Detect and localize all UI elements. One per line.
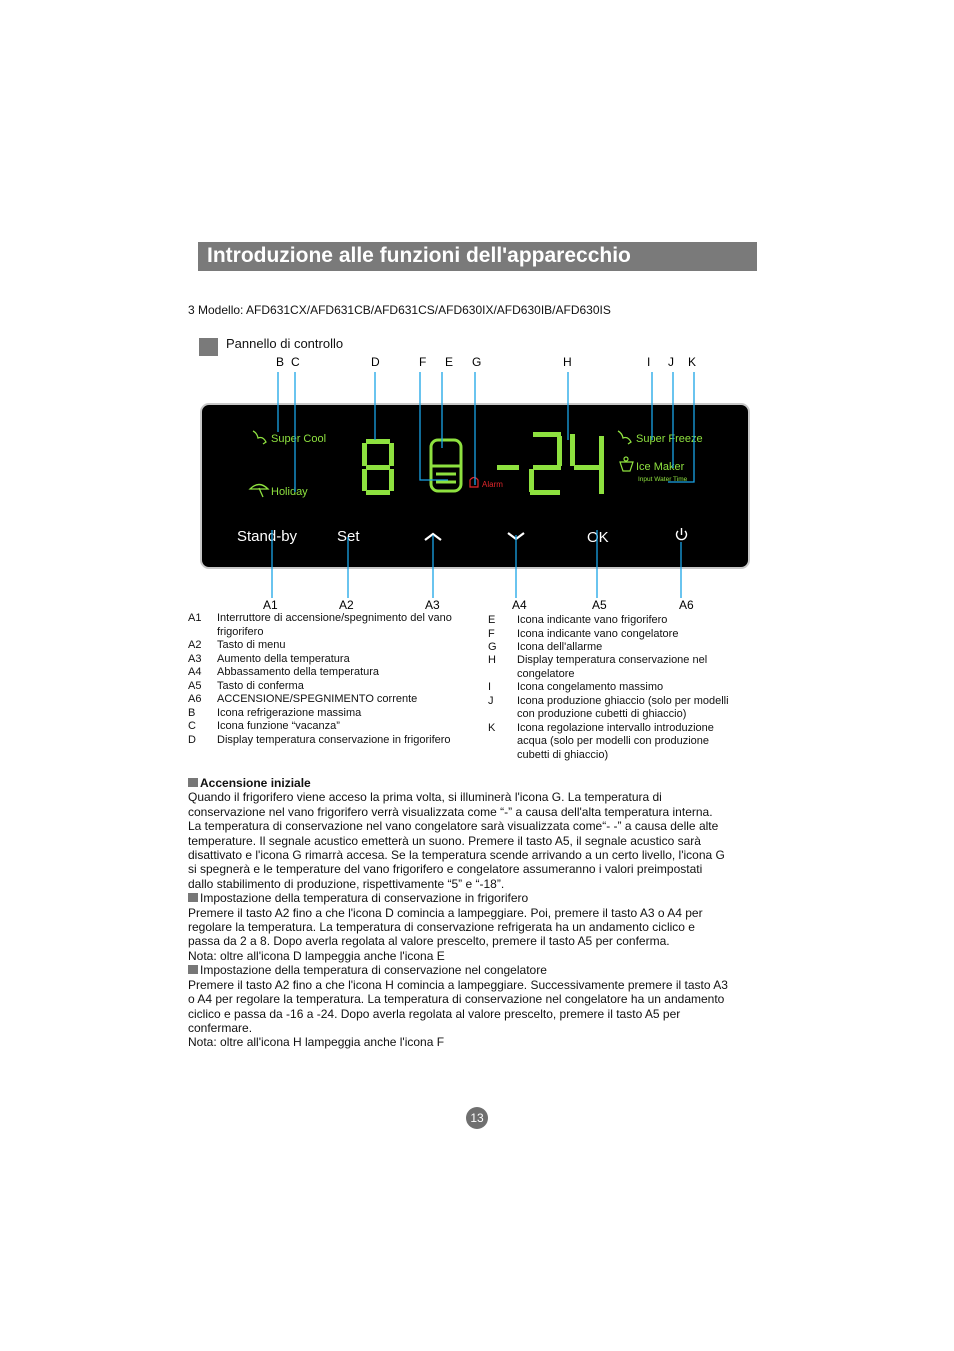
paragraph-line: Nota: oltre all'icona D lampeggia anche l'icona E: [188, 948, 445, 963]
label-a1: A1: [263, 598, 278, 612]
body-text: [188, 776, 768, 1050]
paragraph-line: o A4 per regolare la temperatura. La temperatura di conservazione nel congelatore ha un andamento: [188, 992, 725, 1007]
ice-maker-label: Ice Maker: [636, 461, 685, 473]
paragraph-line: ciclico e passa da -16 a -24. Dopo averla regolata al valore prescelto, premere il tasto A5 per: [188, 1006, 681, 1021]
label-j: J: [668, 355, 674, 369]
paragraph-line: confermare.: [188, 1020, 253, 1035]
label-b: B: [276, 355, 285, 369]
holiday-label: Holiday: [271, 486, 308, 498]
legend-right: E Icona indicante vano frigorifero F Icona indicante vano congelatore G Icona dell'allarme H Display temperatura conservazione nel congelatore I Icona congelamento massimo J Icona produzione ghiaccio (solo per modelli con produzione cubetti di ghiaccio) K Icona regolazione intervallo introduzione acqua (solo per modelli con produzione cubetti di ghiaccio): [488, 614, 729, 761]
paragraph-line: Premere il tasto A2 fino a che l'icona H comincia a lampeggiare. Successivamente premere il tasto A3: [188, 977, 728, 992]
label-e: E: [445, 355, 454, 369]
paragraph-line: disattivato e l'icona G rimarrà accesa. Se la temperatura scende arrivando a un certo livello, l'icona G: [188, 848, 725, 863]
paragraph-line: dallo stabilimento di produzione, rispettivamente “5” e “-18”.: [188, 876, 505, 891]
paragraph-line: temperature. Il segnale acustico emetterà un suono. Premere il tasto A5, il segnale acustico sarà: [188, 833, 701, 848]
set-button[interactable]: Set: [337, 528, 360, 545]
label-f: F: [419, 355, 427, 369]
label-g: G: [472, 355, 482, 369]
label-i: I: [647, 355, 651, 369]
label-d: D: [371, 355, 380, 369]
paragraph-line: Nota: oltre all'icona H lampeggia anche l'icona F: [188, 1035, 445, 1050]
input-water-time-label: Input Water Time: [638, 476, 688, 483]
label-a6: A6: [679, 598, 694, 612]
standby-button[interactable]: Stand-by: [237, 528, 298, 545]
label-a2: A2: [339, 598, 354, 612]
paragraph-line: regolare la temperatura. La temperatura di conservazione refrigerata ha un andamento ciclico e: [188, 920, 695, 935]
page-number: 13: [466, 1107, 488, 1129]
super-freeze-label: Super Freeze: [636, 433, 703, 445]
paragraph-line: passa da 2 a 8. Dopo averla regolata al valore prescelto, premere il tasto A5 per conferma.: [188, 934, 670, 949]
label-a3: A3: [425, 598, 440, 612]
super-cool-label: Super Cool: [271, 433, 327, 445]
heading-accensione: Accensione iniziale: [188, 776, 768, 790]
paragraph-line: Premere il tasto A2 fino a che l'icona D comincia a lampeggiare. Poi, premere il tasto A3 o A4 per: [188, 905, 703, 920]
paragraph-line: Quando il frigorifero viene acceso la prima volta, si illuminerà l'icona G. La temperatura di: [188, 790, 662, 805]
heading-frigorifero: Impostazione della temperatura di conservazione in frigorifero: [188, 891, 768, 905]
paragraph-line: conservazione nel vano frigorifero verrà visualizzata come “-” a causa dell'alta temperatura interna.: [188, 804, 713, 819]
control-panel-diagram: [0, 0, 954, 620]
section-label: Pannello di controllo: [226, 336, 344, 351]
alarm-label: Alarm: [482, 480, 503, 489]
label-a4: A4: [512, 598, 527, 612]
label-h: H: [563, 355, 572, 369]
ok-button[interactable]: OK: [587, 529, 609, 546]
label-c: C: [291, 355, 300, 369]
model-line: 3 Modello: AFD631CX/AFD631CB/AFD631CS/AFD630IX/AFD630IB/AFD630IS: [188, 303, 611, 317]
label-a5: A5: [592, 598, 607, 612]
paragraph-line: si spegnerà e le temperature del vano frigorifero e congelatore assumeranno i valori preimpostati: [188, 862, 703, 877]
page-title: Introduzione alle funzioni dell'apparecchio: [207, 244, 631, 267]
label-k: K: [688, 355, 697, 369]
paragraph-line: La temperatura di conservazione nel vano congelatore sarà visualizzata come“- -” a causa delle alte: [188, 819, 719, 834]
heading-congelatore: Impostazione della temperatura di conservazione nel congelatore: [188, 963, 768, 977]
legend-left: A1 Interruttore di accensione/spegnimento del vano frigorifero A2 Tasto di menu A3 Aumento della temperatura A4 Abbassamento della temperatura A5 Tasto di conferma A6 ACCENSIONE/SPEGNIMENTO corrente B Icona refrigerazione massima C Icona funzione “vacanza” D Display temperatura conservazione in frigorifero: [188, 612, 452, 746]
